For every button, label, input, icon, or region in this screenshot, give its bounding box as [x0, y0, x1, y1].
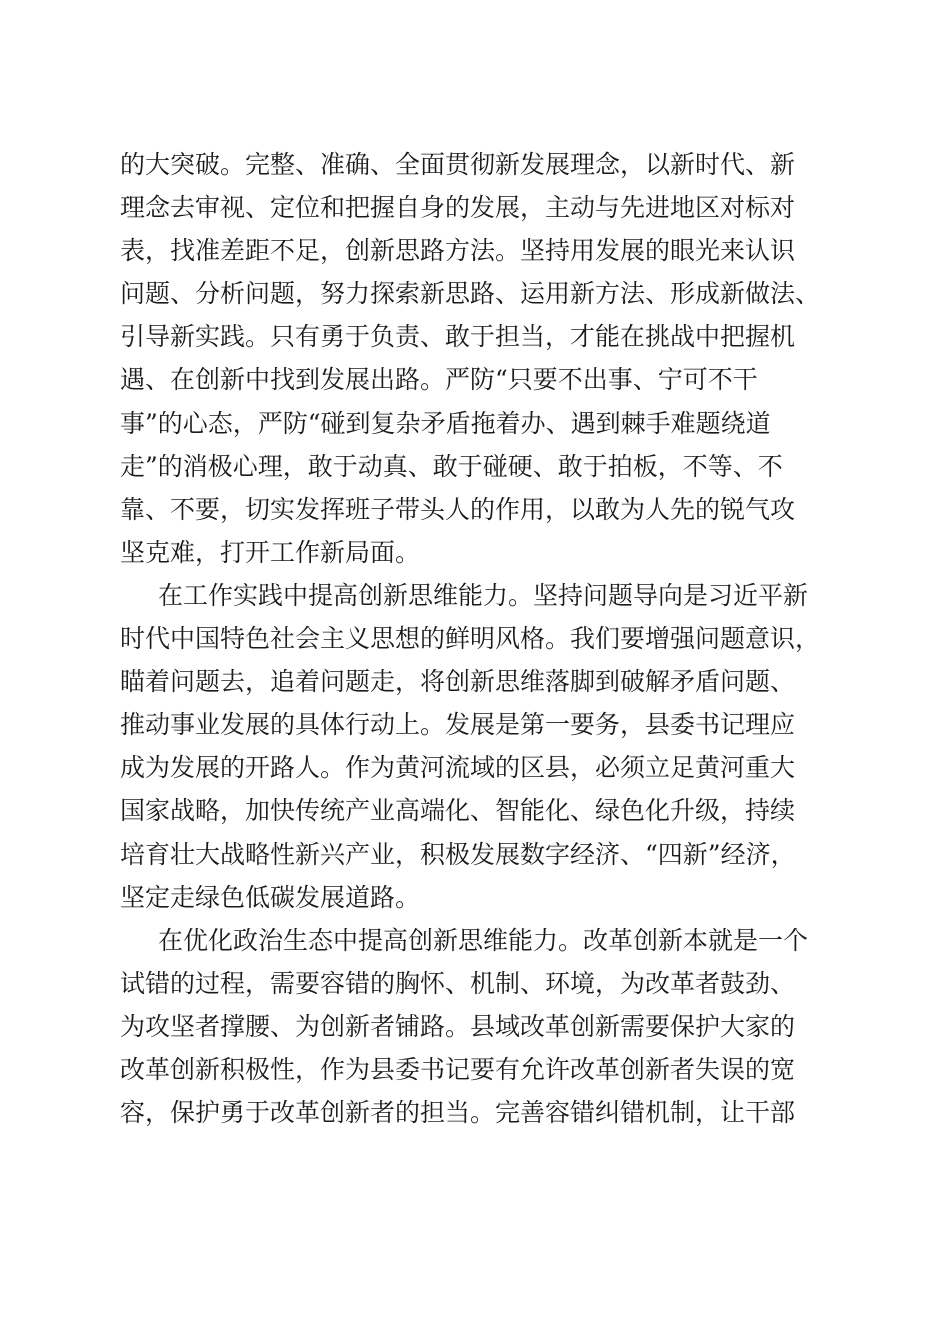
text-line: 培育壮大战略性新兴产业，积极发展数字经济、“四新”经济， [120, 839, 796, 869]
paragraph-start-line: 在优化政治生态中提高创新思维能力。改革创新本就是一个 [158, 925, 809, 955]
text-line: 容，保护勇于改革创新者的担当。完善容错纠错机制，让干部 [120, 1098, 796, 1128]
text-line: 理念去审视、定位和把握自身的发展，主动与先进地区对标对 [120, 193, 796, 223]
text-line: 问题、分析问题，努力探索新思路、运用新方法、形成新做法、 [120, 279, 821, 309]
text-line: 时代中国特色社会主义思想的鲜明风格。我们要增强问题意识， [120, 624, 821, 654]
text-line: 走”的消极心理，敢于动真、敢于碰硬、敢于拍板，不等、不 [120, 451, 783, 481]
text-line: 瞄着问题去，追着问题走，将创新思维落脚到破解矛盾问题、 [120, 667, 796, 697]
text-line: 遇、在创新中找到发展出路。严防“只要不出事、宁可不干 [120, 365, 758, 395]
text-line: 坚克难，打开工作新局面。 [120, 537, 421, 567]
text-line: 推动事业发展的具体行动上。发展是第一要务，县委书记理应 [120, 710, 796, 740]
text-line: 表，找准差距不足，创新思路方法。坚持用发展的眼光来认识 [120, 236, 796, 266]
text-line: 改革创新积极性，作为县委书记要有允许改革创新者失误的宽 [120, 1054, 796, 1084]
text-line: 试错的过程，需要容错的胸怀、机制、环境，为改革者鼓劲、 [120, 968, 796, 998]
text-line: 事”的心态，严防“碰到复杂矛盾拖着办、遇到棘手难题绕道 [120, 408, 771, 438]
text-line: 引导新实践。只有勇于负责、敢于担当，才能在挑战中把握机 [120, 322, 796, 352]
text-line: 靠、不要，切实发挥班子带头人的作用，以敢为人先的锐气攻 [120, 494, 796, 524]
text-line: 为攻坚者撑腰、为创新者铺路。县域改革创新需要保护大家的 [120, 1011, 796, 1041]
paragraph-start-line: 在工作实践中提高创新思维能力。坚持问题导向是习近平新 [158, 580, 809, 610]
text-line: 国家战略，加快传统产业高端化、智能化、绿色化升级，持续 [120, 796, 796, 826]
text-line: 的大突破。完整、准确、全面贯彻新发展理念，以新时代、新 [120, 150, 796, 179]
body-text [120, 143, 840, 1134]
text-line: 坚定走绿色低碳发展道路。 [120, 882, 421, 912]
text-line: 成为发展的开路人。作为黄河流域的区县，必须立足黄河重大 [120, 753, 796, 783]
